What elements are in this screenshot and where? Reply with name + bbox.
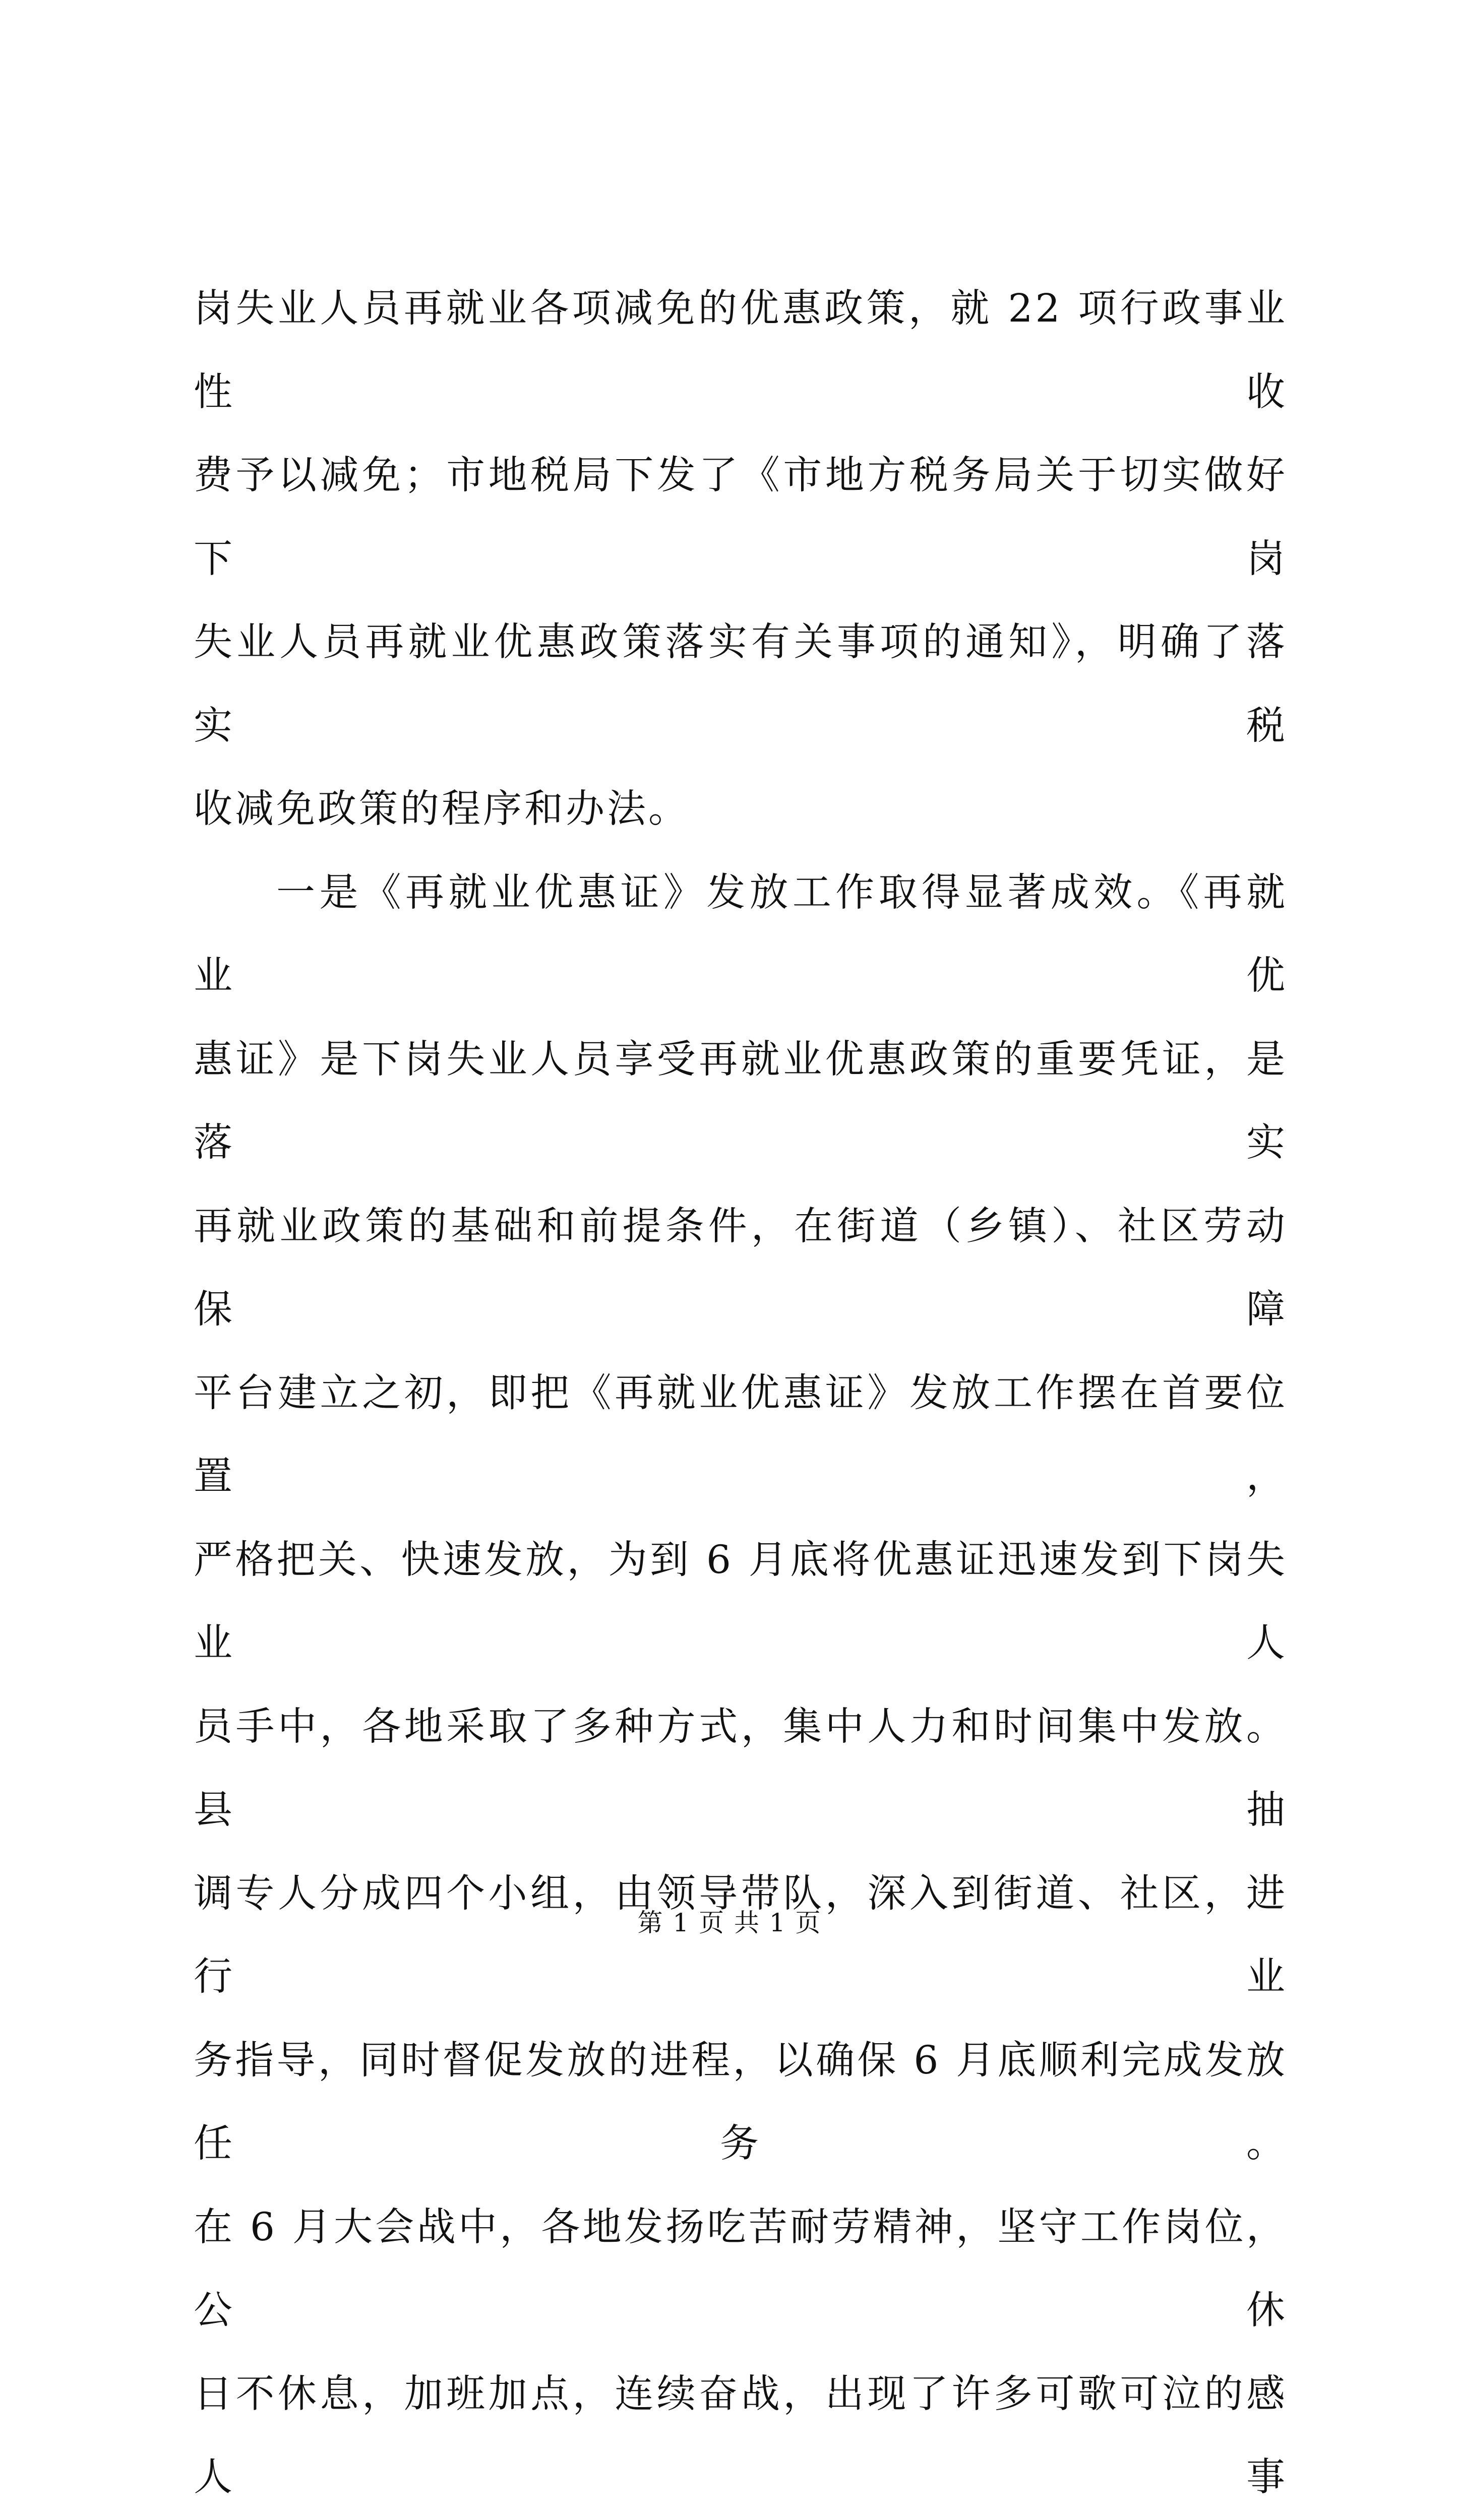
text-line: 调专人分成四个小组，由领导带队，深入到街道、社区，进行业: [194, 1852, 1288, 2019]
text-line: 收减免政策的程序和办法。: [194, 768, 1288, 851]
text-line: 再就业政策的基础和前提条件，在街道（乡镇）、社区劳动保障: [194, 1185, 1288, 1352]
paragraph-start-line: 一是《再就业优惠证》发放工作取得显著成效。《再就业优: [194, 851, 1288, 1018]
document-body: [194, 267, 1288, 2520]
text-line: 务指导，同时督促发放的进程，以确保 6 月底顺利完成发放任务。: [194, 2019, 1288, 2186]
text-line: 严格把关、快速发放，为到 6 月底将优惠证迅速发到下岗失业人: [194, 1519, 1288, 1685]
text-line: 在 6 月大会战中，各地发扬吃苦耐劳精神，坚守工作岗位，公休: [194, 2186, 1288, 2353]
text-line: 惠证》是下岗失业人员享受再就业优惠政策的重要凭证，是落实: [194, 1018, 1288, 1185]
text-line: 平台建立之初，即把《再就业优惠证》发放工作摆在首要位置，: [194, 1352, 1288, 1519]
text-line: 费予以减免；市地税局下发了《市地方税务局关于切实做好下岗: [194, 434, 1288, 601]
text-line: [194, 2519, 1288, 2520]
page-footer: 第 1 页 共 1 页: [0, 1903, 1459, 1939]
text-line: 失业人员再就业优惠政策落实有关事项的通知》，明确了落实税: [194, 601, 1288, 768]
text-line: 日不休息，加班加点，连续奋战，出现了许多可歌可泣的感人事: [194, 2353, 1288, 2519]
text-line: 岗失业人员再就业各项减免的优惠政策，就 22 项行政事业性收: [194, 267, 1288, 434]
text-line: 员手中，各地采取了多种方式，集中人力和时间集中发放。县抽: [194, 1685, 1288, 1852]
